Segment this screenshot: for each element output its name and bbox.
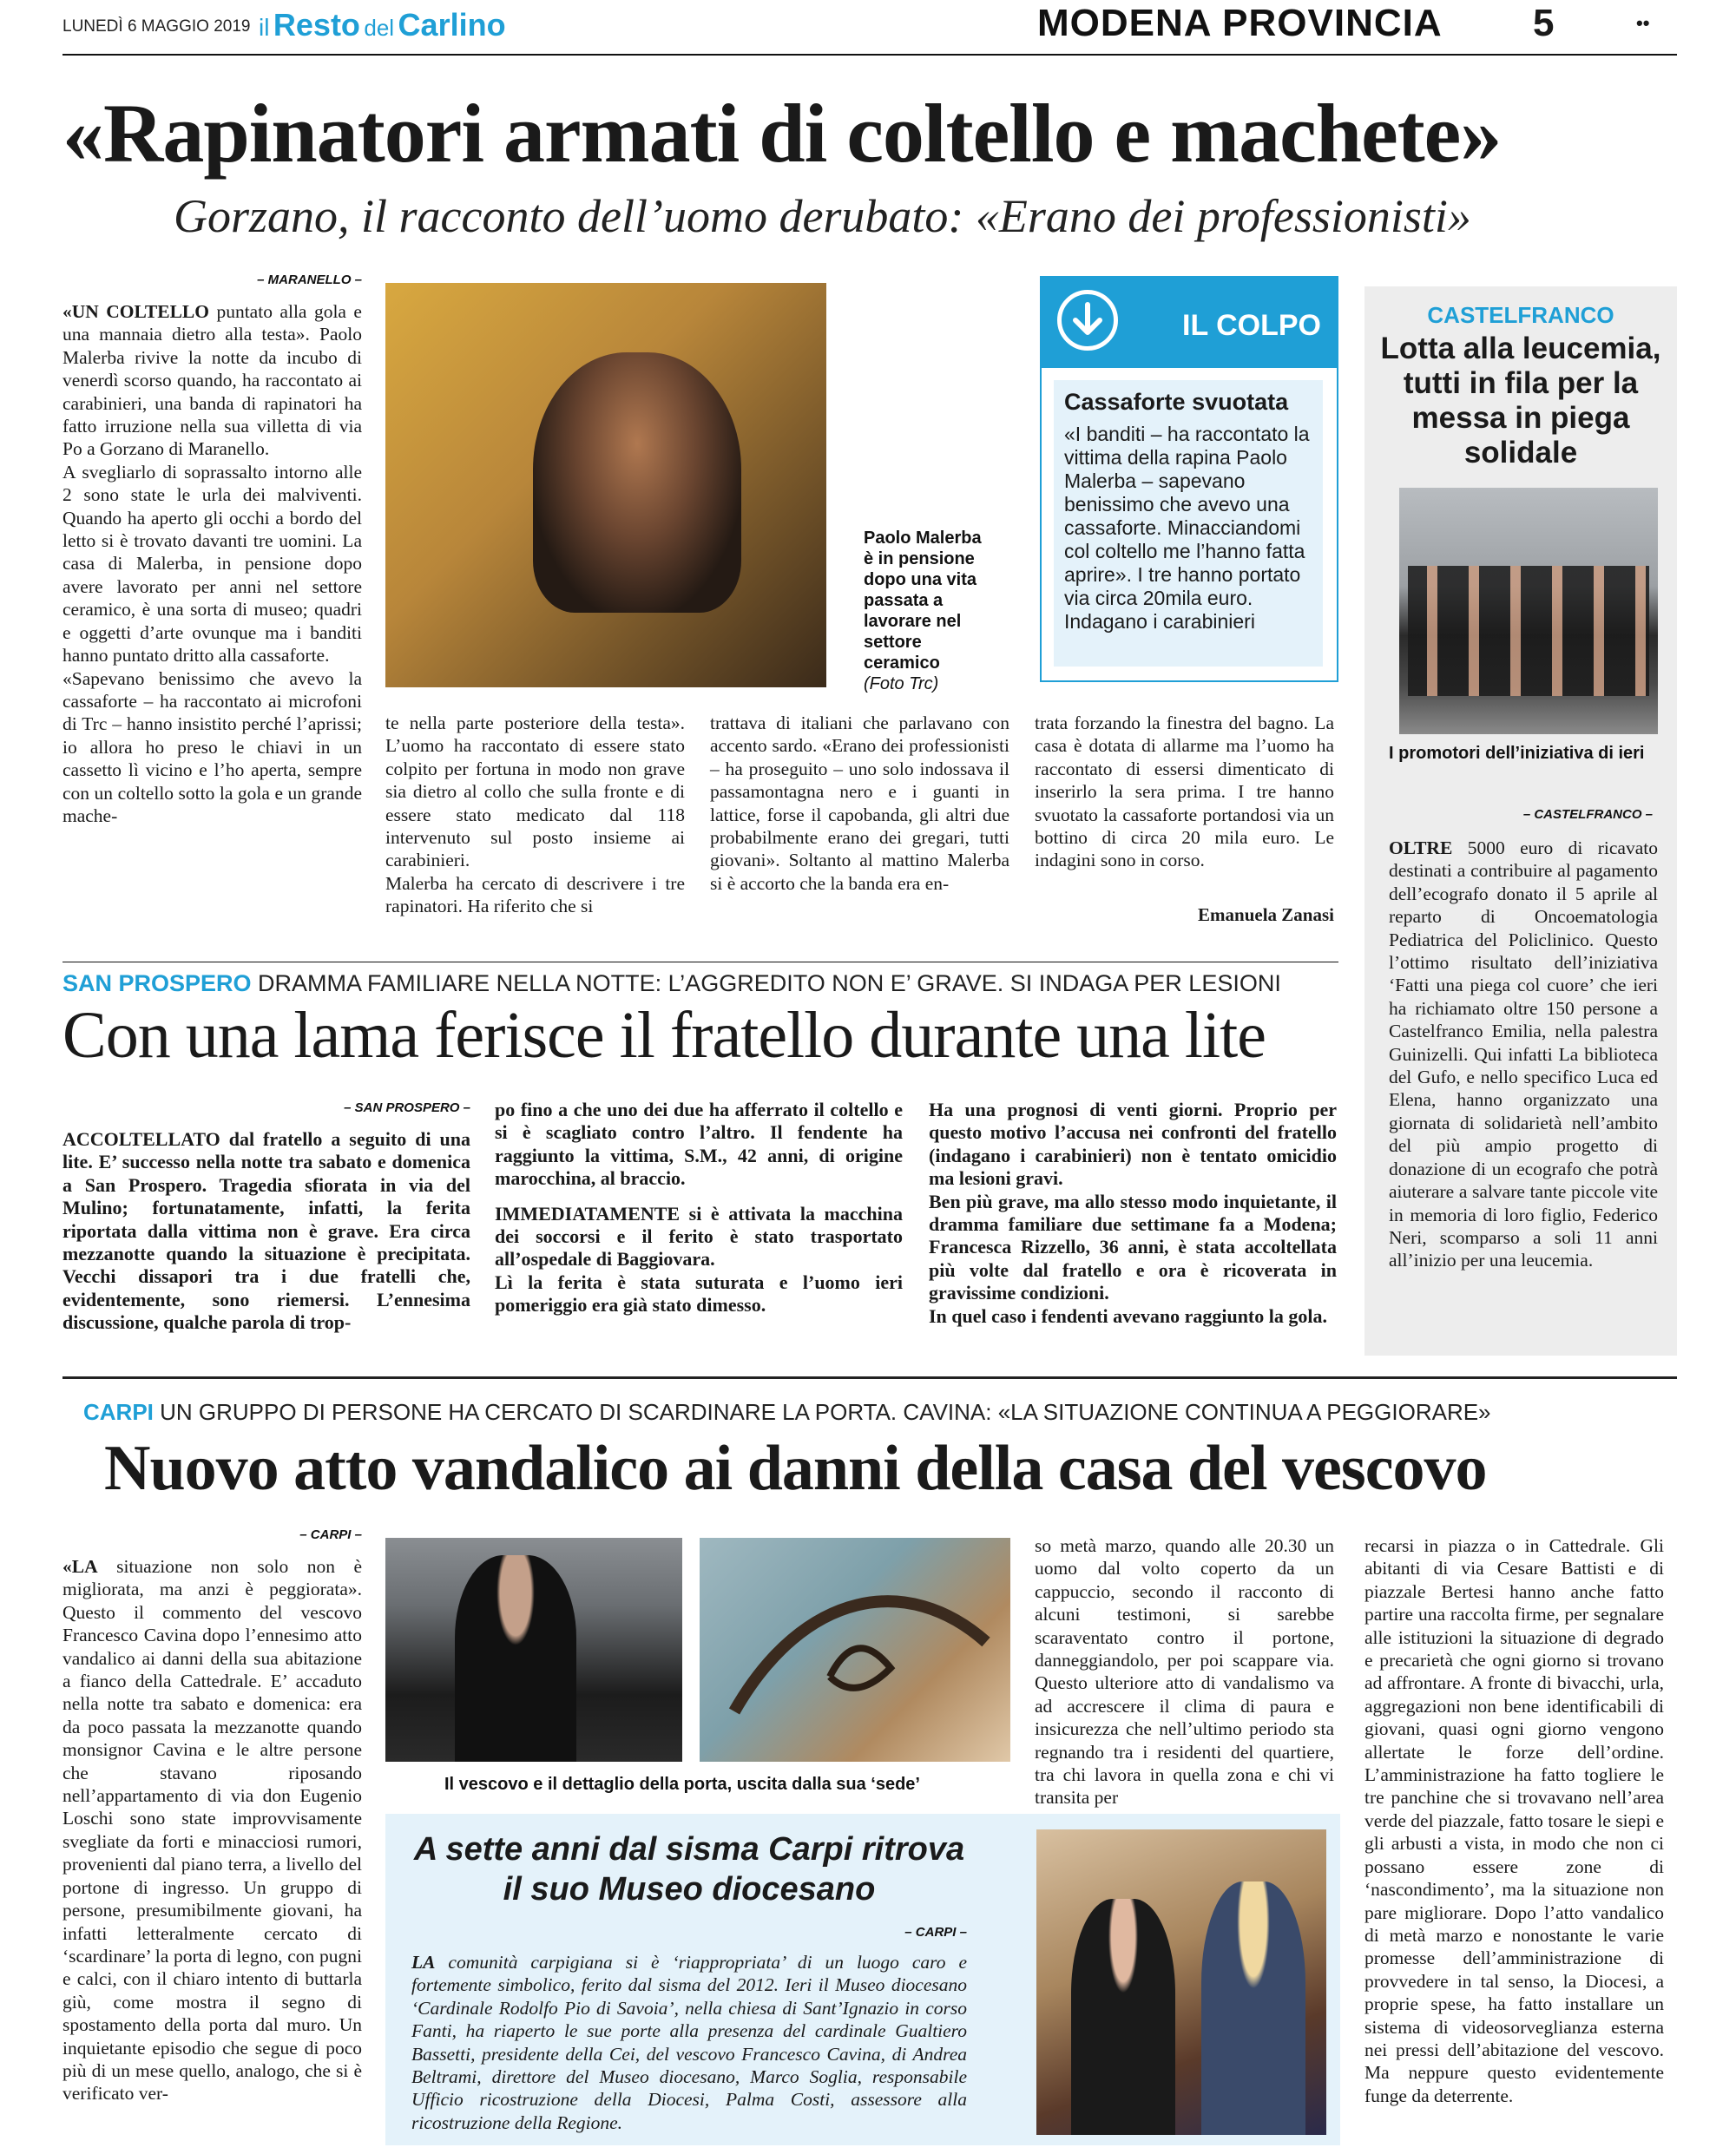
carpi-column-1	[62, 1555, 362, 2138]
group-figures	[1408, 566, 1649, 696]
il-colpo-label: IL COLPO	[1182, 309, 1321, 342]
carpi-col4-text: recarsi in piazza o in Cattedrale. Gli abitanti di via Cesare Battisti e di piazzale Bertesi hanno anche fatto partire una raccolta firme, per segnalare alle istituzioni la situazione di degrado e precarietà che ogni giorno si trovano ad affrontare. A fronte di bivacchi, urla, aggregazioni non bene identificabili di giovani, quasi ogni giorno vengono allertate le forze dell’ordine. L’amministrazione ha fatto togliere le tre panchine che si trovavano nell’area verde del piazzale, fatto tosare le siepi e gli arbusti a vista, in modo che non ci possano essere zone di ‘nascondimento’, ma la situazione non pare migliorare. Dopo l’atto vandalico di metà marzo e nonostante le varie promesse dell’amministrazione di provvedere in tal senso, la Diocesi, a proprie spese, ha fatto installare un sistema di videosorveglianza esterna nei pressi dell’abitazione del vescovo. Ma neppure questo evidentemente funge da deterrente.	[1364, 1535, 1664, 2106]
cardinal-figure	[1071, 1899, 1175, 2135]
san-prospero-headline: Con una lama ferisce il fratello durante una lite	[62, 999, 1266, 1072]
masthead-date: LUNEDÌ 6 MAGGIO 2019	[62, 17, 251, 36]
main-col3-text: trattava di italiani che parlavano con accento sardo. «Erano dei professionisti – ha proseguito – uno solo indossava il passamontagna nero e i guanti in lattice, forse il capobanda, gli altri due probabilmente erano dei gregari, tutti giovani». Soltanto al mattino Malerba si è accorto che la banda era en-	[710, 713, 1009, 894]
main-col1-p2: A svegliarlo di soprassalto intorno alle 2 sono state le urla dei malviventi. Quando ha aperto gli occhi a bordo del letto si è trovato davanti tre uomini. La casa di Malerba, in pensione dopo avere lavorato per anni nel settore ceramico, è una sorta di museo; quadri e oggetti d’arte ovunque ma i banditi hanno puntato dritto alla cassaforte.	[62, 461, 362, 667]
main-col4-text: trata forzando la finestra del bagno. La casa è dotata di allarme ma l’uomo ha raccontato di essersi dimenticato di inserirlo la sera prima. I tre hanno svuotato la cassaforte portandosi via un bottino di circa 20 mila euro. Le indagini sono in corso.	[1035, 713, 1334, 871]
castelfranco-panel	[1364, 286, 1677, 1356]
carpi-headline: Nuovo atto vandalico ai danni della casa del vescovo	[104, 1433, 1487, 1504]
carpi-kicker	[83, 1399, 1491, 1426]
castelfranco-text: 5000 euro di ricavato destinati a contribuire al pagamento dell’ecografo donato il 5 aprile al reparto di Oncoematologia Pediatrica del Policlinico. Questo l’ottimo risultato dell’iniziativa ‘Fatti una piega col cuore’ che ieri ha richiamato oltre 150 persone a Castelfranco Emilia, nella palestra Guinizelli. Qui infatti La biblioteca del Gufo, e nello specifico Luca ed Elena, hanno organizzato una giornata di solidarietà nell’ambito del più ampio progetto di donazione di un ecografo che potrà aiuterare a salvare tante piccole vite in memoria di loro figlio, Federico Neri, scomparso a soli 11 anni all’inizio per una leucemia.	[1389, 837, 1658, 1271]
il-colpo-header	[1042, 278, 1337, 368]
carpi-photo-caption: Il vescovo e il dettaglio della porta, uscita dalla sua ‘sede’	[444, 1775, 920, 1794]
san-prospero-kicker	[62, 970, 1281, 997]
il-colpo-title: Cassaforte svuotata	[1064, 389, 1289, 415]
san-prospero-col1-text: dal fratello a seguito di una lite. E’ successo nella notte tra sabato e domenica a San Prospero. Tragedia sfiorata in via del Mulino; fortunatamente, infatti, la ferita riportata dalla vittima non è grave. Era circa mezzanotte quando la situazione è precipitata. Vecchi dissapori tra i due fratelli che, evidentemente, sono riemersi. L’ennesima discussione, qualche parola di trop-	[62, 1128, 470, 1334]
brand-resto: Resto	[273, 7, 360, 43]
main-dateline: – MARANELLO –	[257, 273, 362, 287]
san-prospero-col3-text: Ha una prognosi di venti giorni. Proprio per questo motivo l’accusa nei confronti del fratello (indagano i carabinieri) non è tentato omicidio ma lesioni gravi.	[929, 1099, 1337, 1190]
il-colpo-text: «I banditi – ha raccontato la vittima della rapina Paolo Malerba – sapevano benissimo che avevo una cassaforte. Minacciandomi col coltello me l’hanno fatta aprire». I tre hanno portato via circa 20mila euro. Indagano i carabinieri	[1064, 423, 1310, 633]
san-prospero-lead: ACCOLTELLATO	[62, 1128, 220, 1150]
castelfranco-dateline: – CASTELFRANCO –	[1522, 807, 1653, 822]
carpi-rule	[62, 1376, 1677, 1379]
main-column-2	[385, 712, 685, 929]
museo-text: comunità carpigiana si è ‘riappropriata’ di un luogo caro e fortemente simbolico, ferito dal sisma del 2012. Ieri il Museo diocesano ‘Cardinale Rodolfo Pio di Savoia’, nella chiesa di Sant’Ignazio in corso Fanti, ha riaperto le sue porte alla presenza del cardinale Gualtiero Bassetti, presidente della Cei, del vescovo Francesco Cavina, di Andrea Beltrami, direttore del Museo diocesano, Marco Soglia, responsabile Ufficio ricostruzione della Diocesi, Palma Costi, assessore alla ricostruzione della Regione.	[411, 1952, 967, 2133]
carpi-dateline: – CARPI –	[299, 1527, 362, 1542]
carpi-col1-text: situazione non solo non è migliorata, ma anzi è peggiorata». Questo il commento del vescovo Francesco Cavina dopo l’ennesimo atto vandalico ai danni della sua abitazione a fianco della Cattedrale. E’ accaduto nella notte tra sabato e domenica: era da poco passata la mezzanotte quando monsignor Cavina e le altre persone che stavano riposando nell’appartamento di via don Eugenio Loschi sono state improvvisamente svegliate da forti e minacciosi rumori, provenienti dal piano terra, a livello del portone di ingresso. Un gruppo di persone, presumibilmente giovani, ha infatti letteralmente cercato di ‘scardinare’ la porta di legno, con pugni e calci, con il chiaro intento di buttarla giù, come mostra il segno di spostamento della porta dal muro. Un inquietante episodio che segue di poco più di un mese quello, analogo, che si è verificato ver-	[62, 1556, 362, 2105]
section-title: MODENA PROVINCIA	[1037, 2, 1443, 44]
door-ironwork-icon	[700, 1538, 1010, 1762]
main-column-1	[62, 300, 362, 826]
main-col1-text: puntato alla gola e una mannaia dietro alla testa». Paolo Malerba rivive la notte da incubo di venerdì scorso quando, ha raccontato ai carabinieri, una banda di rapinatori ha fatto irruzione nella sua villetta di via Po a Gorzano di Maranello.	[62, 301, 362, 460]
main-subtitle: Gorzano, il racconto dell’uomo derubato: «Erano dei professionisti»	[174, 190, 1471, 242]
main-column-3	[710, 712, 1009, 929]
brand-del: del	[364, 15, 395, 41]
brand-logo	[259, 7, 506, 43]
caption-text: Paolo Malerba è in pensione dopo una vita passata a lavorare nel settore ceramico	[864, 529, 982, 673]
museo-lead: LA	[411, 1952, 436, 1973]
museo-photo	[1036, 1829, 1326, 2135]
castelfranco-kicker: CASTELFRANCO	[1427, 302, 1614, 328]
san-prospero-col2-text: po fino a che uno dei due ha afferrato il coltello e si è scagliato contro l’altro. Il fendente ha raggiunto la vittima, S.M., 42 anni, di origine marocchina, al braccio.	[495, 1099, 903, 1190]
castelfranco-body	[1389, 837, 1658, 1323]
san-prospero-col3-p2: Ben più grave, ma allo stesso modo inquietante, il dramma familiare due settimane fa a Modena; Francesca Rizzello, 36 anni, è stata accoltellata più volte dal fratello e ora è ricoverata in gravissime condizioni.	[929, 1190, 1337, 1304]
san-prospero-column-3	[929, 1099, 1337, 1359]
main-col2-p2: Malerba ha cercato di descrivere i tre rapinatori. Ha riferito che si	[385, 872, 685, 917]
bishop-figure	[455, 1555, 576, 1762]
san-prospero-col2-p3: Lì la ferita è stata suturata e l’uomo ieri pomeriggio era già stato dimesso.	[495, 1271, 903, 1317]
arrow-down-icon	[1057, 290, 1118, 351]
carpi-kicker-town: CARPI	[83, 1399, 154, 1425]
castelfranco-title: Lotta alla leucemia, tutti in fila per la messa in piega solidale	[1380, 332, 1661, 470]
door-detail-photo	[700, 1538, 1010, 1762]
malerba-photo-caption	[864, 528, 985, 694]
byline: Emanuela Zanasi	[1198, 904, 1334, 925]
page-number: 5	[1533, 2, 1555, 44]
san-prospero-kicker-town: SAN PROSPERO	[62, 970, 252, 996]
carpi-col3-text: so metà marzo, quando alle 20.30 un uomo dal volto coperto da un cappuccio, secondo il racconto di alcuni testimoni, si sarebbe scaraventato contro il portone, danneggiandolo, per poi scappare via. Questo ulteriore atto di vandalismo va ad accrescere il clima di paura e insicurezza che nell’ultimo periodo sta regnando tra i residenti del quartiere, tra chi lavora in quella zona e chi vi transita per	[1035, 1535, 1334, 1809]
main-lead: «UN COLTELLO	[62, 301, 209, 322]
san-prospero-lead2: IMMEDIATAMENTE	[495, 1202, 681, 1225]
page-dots: ••	[1636, 12, 1650, 34]
brand-il: il	[259, 14, 270, 41]
san-prospero-col2-p2: si è attivata la macchina dei soccorsi e il ferito è stato trasportato all’ospedale di Baggiovara.	[495, 1202, 903, 1271]
museo-body	[411, 1951, 967, 2135]
castelfranco-photo-caption: I promotori dell’iniziativa di ieri	[1389, 744, 1645, 763]
san-prospero-column-1	[62, 1128, 470, 1363]
carpi-lead: «LA	[62, 1556, 98, 1577]
malerba-photo	[385, 283, 826, 687]
masthead-rule	[62, 54, 1677, 56]
bishop-photo	[385, 1538, 682, 1762]
museo-box	[385, 1814, 1340, 2145]
main-headline: «Rapinatori armati di coltello e machete»	[62, 87, 1502, 180]
castelfranco-photo	[1399, 488, 1658, 734]
carpi-column-3	[1035, 1534, 1334, 1809]
main-column-4	[1035, 712, 1334, 911]
san-prospero-col3-p3: In quel caso i fendenti avevano raggiunto la gola.	[929, 1304, 1327, 1327]
carpi-kicker-rest: UN GRUPPO DI PERSONE HA CERCATO DI SCARDINARE LA PORTA. CAVINA: «LA SITUAZIONE CONTINUA A PEGGIORARE»	[153, 1399, 1491, 1425]
il-colpo-inner	[1054, 380, 1323, 667]
carpi-column-4	[1364, 1534, 1664, 2142]
main-col1-p3: «Sapevano benissimo che avevo la cassaforte – ha raccontato ai microfoni di Trc – hanno insistito perché l’aprissi; io allora ho preso le chiavi in un cassetto lì vicino e l’ho aperta, sempre con un coltello sotto la gola e un grande mache-	[62, 667, 362, 826]
photo-credit: (Foto Trc)	[864, 674, 939, 693]
il-colpo-box	[1040, 276, 1338, 682]
museo-dateline: – CARPI –	[904, 1925, 967, 1940]
main-col2-text: te nella parte posteriore della testa». L’uomo ha raccontato di essere stato colpito per fortuna in modo non grave sia dietro al collo che sulla fronte e di essere stato medicato dal 118 intervenuto sul posto insieme ai carabinieri.	[385, 713, 685, 871]
woman-figure	[1201, 1881, 1305, 2135]
museo-title: A sette anni dal sisma Carpi ritrova il suo Museo diocesano	[413, 1831, 965, 1908]
san-prospero-column-2	[495, 1099, 903, 1359]
brand-carlino: Carlino	[398, 7, 506, 43]
san-prospero-dateline: – SAN PROSPERO –	[344, 1100, 470, 1115]
castelfranco-lead: OLTRE	[1389, 837, 1453, 858]
san-prospero-kicker-rest: DRAMMA FAMILIARE NELLA NOTTE: L’AGGREDITO NON E’ GRAVE. SI INDAGA PER LESIONI	[251, 970, 1281, 996]
malerba-figure	[533, 352, 741, 613]
